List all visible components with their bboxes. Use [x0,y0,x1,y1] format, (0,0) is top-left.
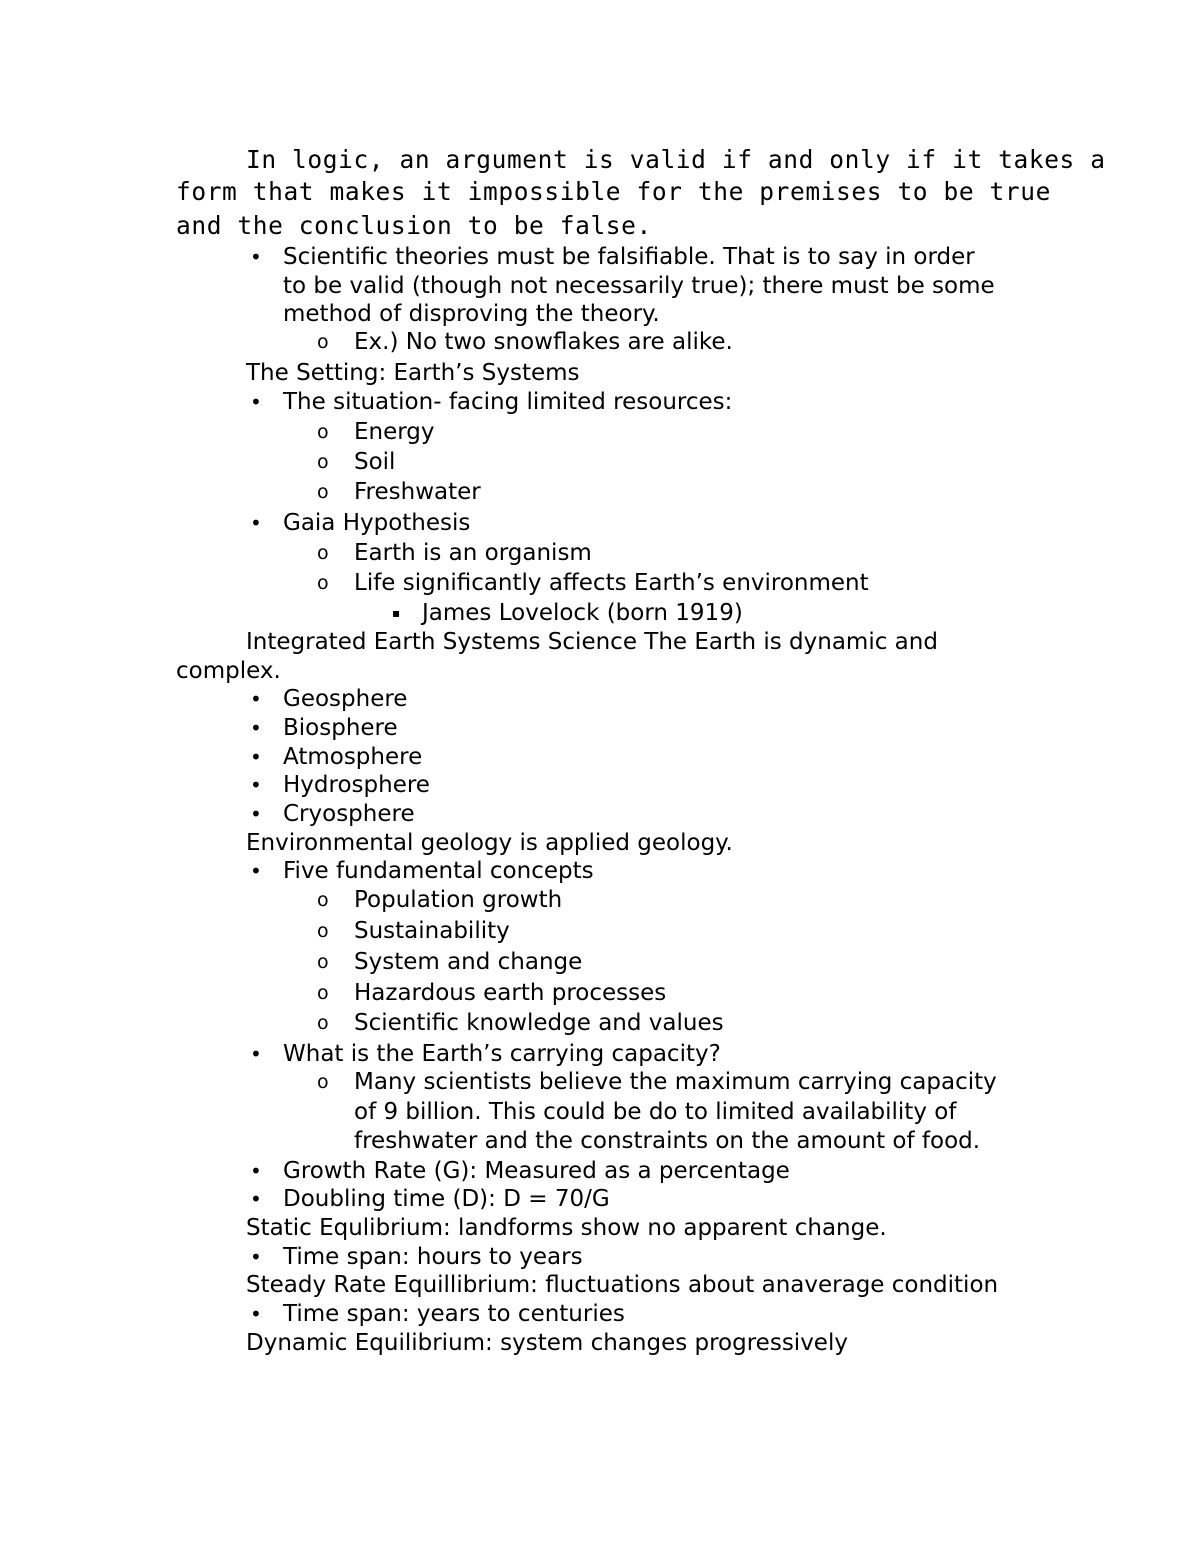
bullet-marker: • [250,773,262,797]
text-line: Time span: years to centuries [283,1301,625,1327]
bullet-marker: • [250,1245,262,1269]
text-line: Earth is an organism [354,540,592,566]
text-line: Geosphere [283,686,408,712]
bullet-marker: • [250,245,262,269]
text-line: Population growth [354,887,563,913]
bullet-marker: • [250,859,262,883]
text-line: What is the Earth’s carrying capacity? [283,1041,721,1067]
circle-marker: o [317,331,329,353]
bullet-marker: • [250,511,262,535]
text-line: Hazardous earth processes [354,980,667,1006]
bullet-marker: • [250,1159,262,1183]
text-line: Energy [354,419,435,445]
text-line: James Lovelock (born 1919) [422,600,743,626]
circle-marker: o [317,889,329,911]
text-line: Soil [354,449,396,475]
text-line: freshwater and the constraints on the amount of food. [354,1128,981,1154]
text-line: Five fundamental concepts [283,858,594,884]
text-line: Hydrosphere [283,772,430,798]
circle-marker: o [317,982,329,1004]
text-line: Cryosphere [283,801,415,827]
circle-marker: o [317,1012,329,1034]
text-line: Life significantly affects Earth’s environment [354,570,869,596]
text-line: Doubling time (D): D = 70/G [283,1186,610,1212]
text-line: form that makes it impossible for the premises to be true [176,177,1051,206]
text-line: Time span: hours to years [283,1244,583,1270]
section-heading: Dynamic Equilibrium: system changes progressively [246,1330,848,1356]
square-marker: ▪ [392,606,401,620]
bullet-marker: • [250,802,262,826]
circle-marker: o [317,421,329,443]
text-line: complex. [176,658,281,684]
text-line: Gaia Hypothesis [283,510,471,536]
circle-marker: o [317,542,329,564]
circle-marker: o [317,951,329,973]
circle-marker: o [317,920,329,942]
text-line: Ex.) No two snowflakes are alike. [354,329,733,355]
bullet-marker: • [250,1302,262,1326]
section-heading: The Setting: Earth’s Systems [246,360,580,386]
text-line: Freshwater [354,479,481,505]
circle-marker: o [317,481,329,503]
text-line: In logic, an argument is valid if and only if it takes a [246,145,1106,174]
text-line: Sustainability [354,918,510,944]
text-line: Many scientists believe the maximum carrying capacity [354,1069,997,1095]
text-line: The situation- facing limited resources: [283,389,733,415]
section-heading: Integrated Earth Systems Science The Earth is dynamic and [246,629,938,655]
text-line: Scientific knowledge and values [354,1010,724,1036]
text-line: Growth Rate (G): Measured as a percentage [283,1158,790,1184]
bullet-marker: • [250,1187,262,1211]
section-heading: Steady Rate Equillibrium: fluctuations about anaverage condition [246,1272,999,1298]
bullet-marker: • [250,716,262,740]
text-line: System and change [354,949,583,975]
bullet-marker: • [250,1042,262,1066]
text-line: to be valid (though not necessarily true); there must be some [283,273,995,299]
section-heading: Static Equlibrium: landforms show no apparent change. [246,1215,887,1241]
text-line: method of disproving the theory. [283,301,660,327]
circle-marker: o [317,451,329,473]
bullet-marker: • [250,687,262,711]
text-line: Scientific theories must be falsifiable. That is to say in order [283,244,975,270]
circle-marker: o [317,572,329,594]
bullet-marker: • [250,745,262,769]
bullet-marker: • [250,390,262,414]
circle-marker: o [317,1071,329,1093]
text-line: and the conclusion to be false. [176,211,652,240]
text-line: of 9 billion. This could be do to limited availability of [354,1099,957,1125]
section-heading: Environmental geology is applied geology. [246,830,733,856]
text-line: Atmosphere [283,744,423,770]
text-line: Biosphere [283,715,398,741]
